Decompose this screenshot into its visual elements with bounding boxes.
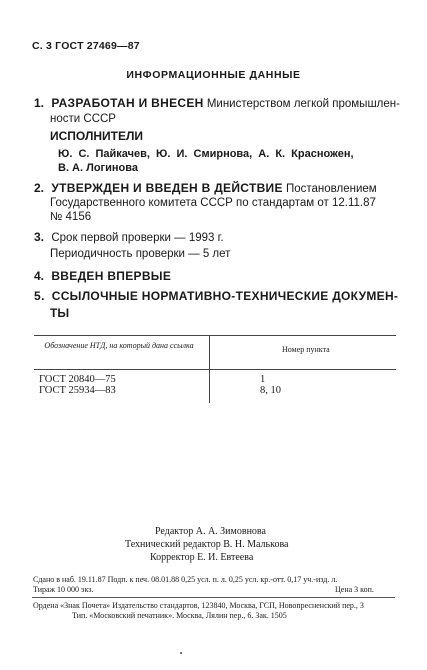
item-lead: ВВЕДЕН ВПЕРВЫЕ xyxy=(51,269,172,283)
running-title: С. 3 ГОСТ 27469—87 xyxy=(32,40,140,52)
item-2 xyxy=(34,180,377,197)
table-column-divider xyxy=(209,335,210,403)
item-number: 5. xyxy=(34,289,45,303)
imprint-divider xyxy=(32,597,395,598)
item-1-continuation: ности СССР xyxy=(50,113,116,125)
item-text: Срок первой проверки — 1993 г. xyxy=(51,232,224,244)
editor-credit: Редактор А. А. Зимовнова xyxy=(155,526,266,537)
table-cell-document: ГОСТ 20840—75 xyxy=(39,374,116,385)
table-header-clause: Номер пункта xyxy=(282,345,330,354)
item-number: 4. xyxy=(34,269,45,283)
item-3 xyxy=(34,229,224,246)
imprint-print-run: Тираж 10 000 экз. xyxy=(33,585,94,594)
item-number: 1. xyxy=(34,96,45,110)
item-1 xyxy=(34,95,400,112)
table-cell-document: ГОСТ 25934—83 xyxy=(39,385,116,396)
item-lead: УТВЕРЖДЕН И ВВЕДЕН В ДЕЙСТВИЕ xyxy=(51,181,283,195)
table-header-document: Обозначение НТД, на который дана ссылка xyxy=(44,341,194,350)
executors-heading: ИСПОЛНИТЕЛИ xyxy=(50,129,144,143)
item-2-continuation-2: № 4156 xyxy=(50,211,92,223)
table-cell-clause: 8, 10 xyxy=(260,385,281,396)
item-number: 2. xyxy=(34,181,45,195)
item-lead: ССЫЛОЧНЫЕ НОРМАТИВНО-ТЕХНИЧЕСКИЕ ДОКУМЕН- xyxy=(51,289,399,303)
print-speck xyxy=(180,652,182,654)
item-2-continuation-1: Государственного комитета СССР по стандартам от 12.11.87 xyxy=(50,197,376,209)
item-5-continuation: ТЫ xyxy=(50,306,70,320)
executors-names-line-1: Ю. С. Пайкачев, Ю. И. Смирнова, А. К. Красножен, xyxy=(58,148,354,160)
imprint-price: Цена 3 коп. xyxy=(335,585,374,594)
table-top-rule xyxy=(34,335,396,336)
corrector-credit: Корректор Е. И. Евтеева xyxy=(150,552,254,563)
executors-names-line-2: В. А. Логинова xyxy=(58,162,138,174)
imprint-printer: Тип. «Московский печатник». Москва, Лялин пер., 6. Зак. 1505 xyxy=(72,611,287,620)
item-3-continuation: Периодичность проверки — 5 лет xyxy=(50,248,231,260)
technical-editor-credit: Технический редактор В. Н. Малькова xyxy=(125,539,289,550)
imprint-line-1: Сдано в наб. 19.11.87 Подп. к печ. 08.01.88 0,25 усл. п. л. 0,25 усл. кр.-отт. 0,17 уч.-изд. л. xyxy=(33,575,338,584)
table-cell-clause: 1 xyxy=(260,374,266,385)
item-number: 3. xyxy=(34,230,45,244)
table-header-rule xyxy=(34,369,396,370)
imprint-publisher: Ордена «Знак Почета» Издательство стандартов, 123840, Москва, ГСП, Новопресненский пер., 3 xyxy=(33,601,364,610)
item-text: Министерством легкой промышлен- xyxy=(203,98,400,110)
item-5 xyxy=(34,288,398,304)
item-text: Постановлением xyxy=(282,183,377,195)
item-lead: РАЗРАБОТАН И ВНЕСЕН xyxy=(51,96,204,110)
item-4 xyxy=(34,268,171,284)
page-title: ИНФОРМАЦИОННЫЕ ДАННЫЕ xyxy=(126,69,301,81)
